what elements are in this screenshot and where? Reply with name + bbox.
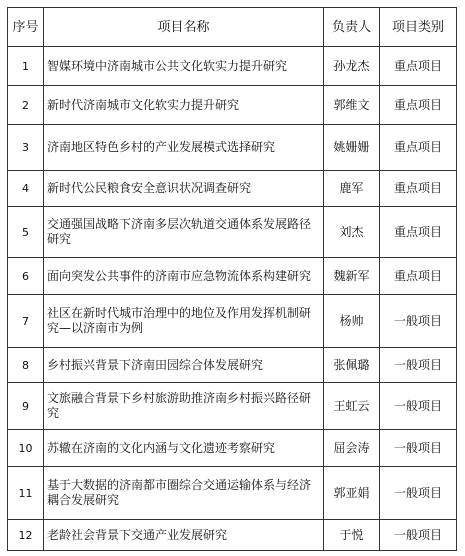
- row-project-name: 社区在新时代城市治理中的地位及作用发挥机制研究—以济南市为例: [44, 295, 324, 348]
- row-person: 郭亚娟: [324, 467, 380, 520]
- row-person: 刘杰: [324, 207, 380, 258]
- table-row: [8, 383, 457, 430]
- row-person: 张佩璐: [324, 348, 380, 383]
- row-person: 郭维文: [324, 86, 380, 125]
- row-person: 鹿军: [324, 171, 380, 207]
- row-number: 12: [8, 520, 44, 551]
- row-project-name: 乡村振兴背景下济南田园综合体发展研究: [44, 348, 324, 383]
- table-row: [8, 520, 457, 551]
- row-type: 一般项目: [380, 467, 457, 520]
- table-row: [8, 467, 457, 520]
- row-person: 王虹云: [324, 383, 380, 430]
- row-project-name: 基于大数据的济南都市圈综合交通运输体系与经济耦合发展研究: [44, 467, 324, 520]
- row-project-name: 新时代公民粮食安全意识状况调查研究: [44, 171, 324, 207]
- table-row: [8, 86, 457, 125]
- table-row: [8, 295, 457, 348]
- table-row: [8, 125, 457, 171]
- row-type: 重点项目: [380, 47, 457, 86]
- row-type: 一般项目: [380, 383, 457, 430]
- row-person: 孙龙杰: [324, 47, 380, 86]
- row-number: 5: [8, 207, 44, 258]
- row-person: 魏新军: [324, 258, 380, 295]
- row-type: 重点项目: [380, 207, 457, 258]
- table-row: [8, 430, 457, 467]
- row-number: 10: [8, 430, 44, 467]
- row-number: 8: [8, 348, 44, 383]
- row-project-name: 新时代济南城市文化软实力提升研究: [44, 86, 324, 125]
- row-type: 一般项目: [380, 520, 457, 551]
- header-person: 负责人: [324, 8, 380, 47]
- row-type: 一般项目: [380, 295, 457, 348]
- row-project-name: 老龄社会背景下交通产业发展研究: [44, 520, 324, 551]
- row-project-name: 济南地区特色乡村的产业发展模式选择研究: [44, 125, 324, 171]
- row-project-name: 面向突发公共事件的济南市应急物流体系构建研究: [44, 258, 324, 295]
- header-type: 项目类别: [380, 8, 457, 47]
- row-type: 重点项目: [380, 86, 457, 125]
- table-row: [8, 47, 457, 86]
- table-row: [8, 207, 457, 258]
- row-person: 屈会涛: [324, 430, 380, 467]
- table-row: [8, 348, 457, 383]
- table-row: [8, 258, 457, 295]
- row-project-name: 文旅融合背景下乡村旅游助推济南乡村振兴路径研究: [44, 383, 324, 430]
- row-number: 1: [8, 47, 44, 86]
- row-project-name: 交通强国战略下济南多层次轨道交通体系发展路径研究: [44, 207, 324, 258]
- row-person: 姚姗姗: [324, 125, 380, 171]
- row-number: 11: [8, 467, 44, 520]
- header-number: 序号: [8, 8, 44, 47]
- row-type: 重点项目: [380, 125, 457, 171]
- row-type: 一般项目: [380, 348, 457, 383]
- row-person: 于悦: [324, 520, 380, 551]
- table-row: [8, 171, 457, 207]
- row-type: 一般项目: [380, 430, 457, 467]
- row-number: 4: [8, 171, 44, 207]
- projects-table: [7, 7, 457, 551]
- row-number: 6: [8, 258, 44, 295]
- row-person: 杨帅: [324, 295, 380, 348]
- row-type: 重点项目: [380, 171, 457, 207]
- row-type: 重点项目: [380, 258, 457, 295]
- row-number: 3: [8, 125, 44, 171]
- row-project-name: 智媒环境中济南城市公共文化软实力提升研究: [44, 47, 324, 86]
- row-number: 7: [8, 295, 44, 348]
- header-project-name: 项目名称: [44, 8, 324, 47]
- row-project-name: 苏辙在济南的文化内涵与文化遗迹考察研究: [44, 430, 324, 467]
- row-number: 9: [8, 383, 44, 430]
- row-number: 2: [8, 86, 44, 125]
- table-header-row: [8, 8, 457, 47]
